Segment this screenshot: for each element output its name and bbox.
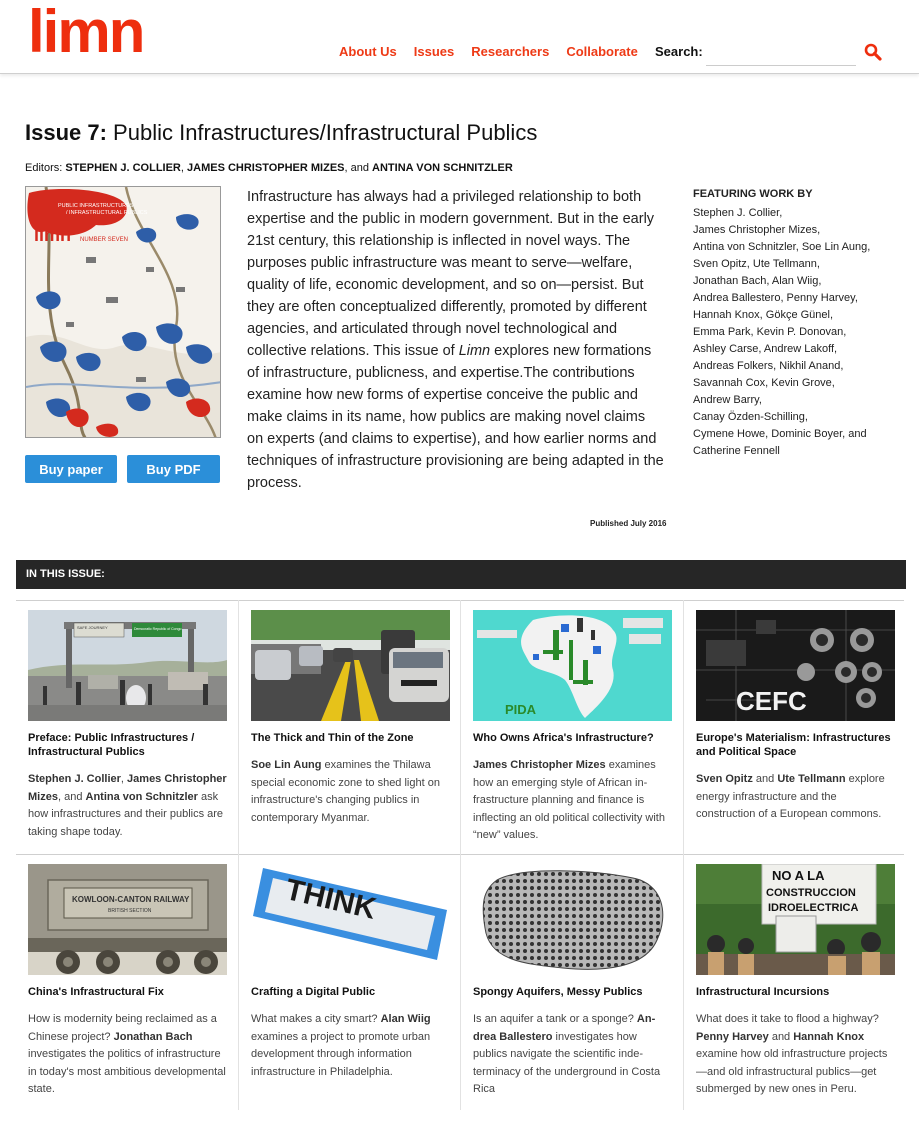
desc-text: Is an aquifer a tank or a sponge?: [473, 1013, 637, 1025]
grid-divider: [683, 600, 684, 1110]
featuring-heading: FEATURING WORK BY: [693, 188, 813, 200]
buy-pdf-button[interactable]: Buy PDF: [127, 455, 220, 483]
issue-cover-image[interactable]: [25, 186, 221, 438]
intro-text: explores new formations of infrastructure, publicness, and expertise.The contributions examine how new forms of expertise conceive the public and make claims in its name, how publics are making novel claims on experts (and claims to expertise), and how earlier norms and techniques of infrastructure provisioning are being adapted in the process.: [247, 343, 664, 491]
article-title[interactable]: Infrastructural Incursions: [696, 986, 830, 998]
article-thumbnail[interactable]: [473, 864, 672, 975]
author-name: James Christopher Mizes: [473, 759, 606, 771]
intro-text: Infrastructure has always had a privileged relationship to both expertise and the public in modern government. But in the early 21st century, this relationship is inflected in novel ways. The purposes public infrastructure was meant to serve—welfare, quality of life, economic development, and so on—persist. But they are often conceptualized differently, promoted by different agencies, and articulated through novel technological and collective relations. This issue of: [247, 189, 655, 359]
desc-text: ask how infrastructures and their publics are taking shape today.: [28, 790, 224, 838]
featuring-line: Canay Özden-Schilling,: [693, 411, 808, 423]
featuring-line: Savannah Cox, Kevin Grove,: [693, 377, 835, 389]
search-label: Search:: [655, 44, 703, 59]
author-name: Jonathan Bach: [113, 1030, 193, 1043]
desc-text: investigates how publics navigate the scientific indeterminacy of the underground in Costa Rica: [473, 1030, 661, 1095]
cefc-mark-text: CEFC: [736, 686, 807, 716]
article-card-europe[interactable]: [696, 610, 896, 824]
search-input[interactable]: [706, 40, 856, 66]
article-thumbnail[interactable]: [473, 610, 672, 721]
banner-text: CONSTRUCCION: [766, 887, 856, 899]
article-description: [251, 1011, 451, 1081]
editor-collier[interactable]: STEPHEN J. COLLIER: [65, 162, 181, 174]
article-title[interactable]: Crafting a Digital Public: [251, 986, 376, 998]
published-date: Published July 2016: [590, 519, 667, 528]
featuring-line: Cymene Howe, Dominic Boyer, and: [693, 428, 867, 440]
article-card-digital[interactable]: [251, 864, 451, 1081]
page-title: [25, 120, 537, 146]
author-name: Penny Harvey: [696, 1030, 769, 1043]
article-description: [473, 1011, 673, 1099]
author-name: Ute Tellmann: [777, 773, 846, 785]
article-thumbnail[interactable]: [696, 610, 895, 721]
editor-mizes[interactable]: JAMES CHRISTOPHER MIZES: [187, 162, 345, 174]
cover-logo-text: limn: [34, 225, 72, 245]
search-icon[interactable]: [864, 43, 882, 61]
editors-sep: ,: [180, 162, 188, 174]
article-card-africa[interactable]: [473, 610, 673, 845]
intro-limn: Limn: [458, 343, 491, 359]
editor-schnitzler[interactable]: ANTINA VON SCHNITZLER: [372, 162, 513, 174]
article-title[interactable]: Preface: Public Infrastructures / Infrastructural Publics: [28, 732, 195, 758]
article-description: [28, 771, 228, 841]
editors-sep: , and: [344, 162, 373, 174]
article-card-china[interactable]: [28, 864, 228, 1099]
article-thumbnail[interactable]: [28, 610, 227, 721]
featuring-line: Stephen J. Collier,: [693, 207, 783, 219]
featuring-line: Hannah Knox, Gökçe Günel,: [693, 309, 834, 321]
desc-text: What makes a city smart?: [251, 1013, 381, 1025]
author-name: Sven Opitz: [696, 773, 753, 785]
desc-text: examines how an emerging style of African infrastructure planning and finance is inflecting an old political collectivity with “new” values.: [473, 759, 665, 841]
plate-text: BRITISH SECTION: [108, 908, 152, 914]
desc-text: examines the Thilawa special economic zone to shed light on infrastructure's changing publics in contemporary Myanmar.: [251, 759, 440, 824]
desc-text: examine how old infrastructure projects—and old infrastructural publics—get submerged by new ones in Peru.: [696, 1048, 888, 1095]
think-sign-text: THINK: [282, 873, 380, 926]
grid-divider: [238, 600, 239, 1110]
grid-divider: [460, 600, 461, 1110]
article-description: [696, 1011, 896, 1099]
issue-name: Public Infrastructures/Infrastructural Publics: [106, 120, 538, 145]
featuring-line: Antina von Schnitzler, Soe Lin Aung,: [693, 241, 871, 253]
sign-text: SAFE JOURNEY: [77, 625, 108, 630]
article-thumbnail[interactable]: [28, 864, 227, 975]
main-nav: [339, 44, 655, 59]
author-name: Stephen J. Collier: [28, 773, 121, 785]
nav-collaborate[interactable]: Collaborate: [566, 44, 638, 59]
editors-line: [25, 162, 513, 174]
article-title[interactable]: Spongy Aquifers, Messy Publics: [473, 986, 643, 998]
featuring-line: James Christopher Mizes,: [693, 224, 821, 236]
article-card-incursions[interactable]: [696, 864, 896, 1099]
article-description: [473, 757, 673, 845]
desc-text: and: [768, 1030, 794, 1043]
nav-researchers[interactable]: Researchers: [471, 44, 550, 59]
author-name: Andrea Ballestero: [473, 1013, 656, 1043]
issue-number: Issue 7:: [25, 120, 107, 145]
desc-text: explore energy infrastructure and the construction of a European commons.: [696, 773, 885, 820]
author-name: James Christopher Mizes: [28, 773, 227, 803]
featuring-line: Catherine Fennell: [693, 445, 780, 457]
article-card-zone[interactable]: [251, 610, 451, 827]
author-name: Soe Lin Aung: [251, 759, 322, 771]
site-header: [0, 0, 919, 74]
banner-text: NO A LA: [772, 868, 825, 883]
featuring-line: Andrew Barry,: [693, 394, 762, 406]
desc-text: and: [752, 773, 778, 785]
article-title[interactable]: Who Owns Africa's Infrastructure?: [473, 732, 654, 744]
featuring-line: Jonathan Bach, Alan Wiig,: [693, 275, 822, 287]
desc-text: investigates the politics of infrastructure in today's most ambitious developmental state.: [28, 1048, 226, 1095]
featuring-line: Andreas Folkers, Nikhil Anand,: [693, 360, 844, 372]
buy-paper-button[interactable]: Buy paper: [25, 455, 117, 483]
desc-text: examines a project to promote urban development through information infrastructure in Philadelphia.: [251, 1030, 431, 1078]
article-card-aquifers[interactable]: [473, 864, 673, 1099]
article-card-preface[interactable]: [28, 610, 228, 841]
sign-text: Democratic Republic of Congo: [134, 627, 182, 631]
desc-text: How is modernity being reclaimed as a Chinese project?: [28, 1013, 217, 1043]
featuring-line: Emma Park, Kevin P. Donovan,: [693, 326, 847, 338]
nav-about-us[interactable]: About Us: [339, 44, 397, 59]
featuring-line: Andrea Ballestero, Penny Harvey,: [693, 292, 858, 304]
featuring-list: [693, 186, 893, 460]
desc-text: , and: [57, 790, 86, 803]
pida-logo-text: PIDA: [505, 702, 537, 717]
article-thumbnail[interactable]: [696, 864, 895, 975]
author-name: Hannah Knox: [793, 1030, 865, 1043]
article-thumbnail[interactable]: [251, 610, 450, 721]
in-this-issue-bar: IN THIS ISSUE:: [16, 560, 906, 589]
featuring-line: Ashley Carse, Andrew Lakoff,: [693, 343, 838, 355]
article-title[interactable]: The Thick and Thin of the Zone: [251, 732, 414, 744]
article-description: [251, 757, 451, 827]
plate-text: KOWLOON-CANTON RAILWAY: [72, 895, 190, 904]
cover-title-text: PUBLIC INFRASTRUCTURES / INFRASTRUCTURAL PUBLICS: [58, 203, 148, 216]
desc-text: ,: [120, 773, 128, 785]
article-thumbnail[interactable]: [251, 864, 450, 975]
site-logo[interactable]: limn: [28, 0, 144, 65]
cover-map-illustration: [26, 187, 221, 438]
author-name: Antina von Schnitzler: [85, 790, 198, 803]
article-title[interactable]: China's Infrastructural Fix: [28, 986, 164, 998]
featuring-line: Sven Opitz, Ute Tellmann,: [693, 258, 820, 270]
article-description: [696, 771, 896, 824]
author-name: Alan Wiig: [380, 1013, 431, 1025]
editors-label: Editors:: [25, 162, 66, 174]
desc-text: What does it take to flood a highway?: [696, 1013, 879, 1025]
cover-number-text: NUMBER SEVEN: [80, 237, 129, 243]
banner-text: IDROELECTRICA: [768, 902, 859, 914]
issue-intro: [247, 186, 665, 494]
article-description: [28, 1011, 228, 1099]
article-title[interactable]: Europe's Materialism: Infrastructures and Political Space: [696, 732, 891, 758]
nav-issues[interactable]: Issues: [413, 44, 455, 59]
